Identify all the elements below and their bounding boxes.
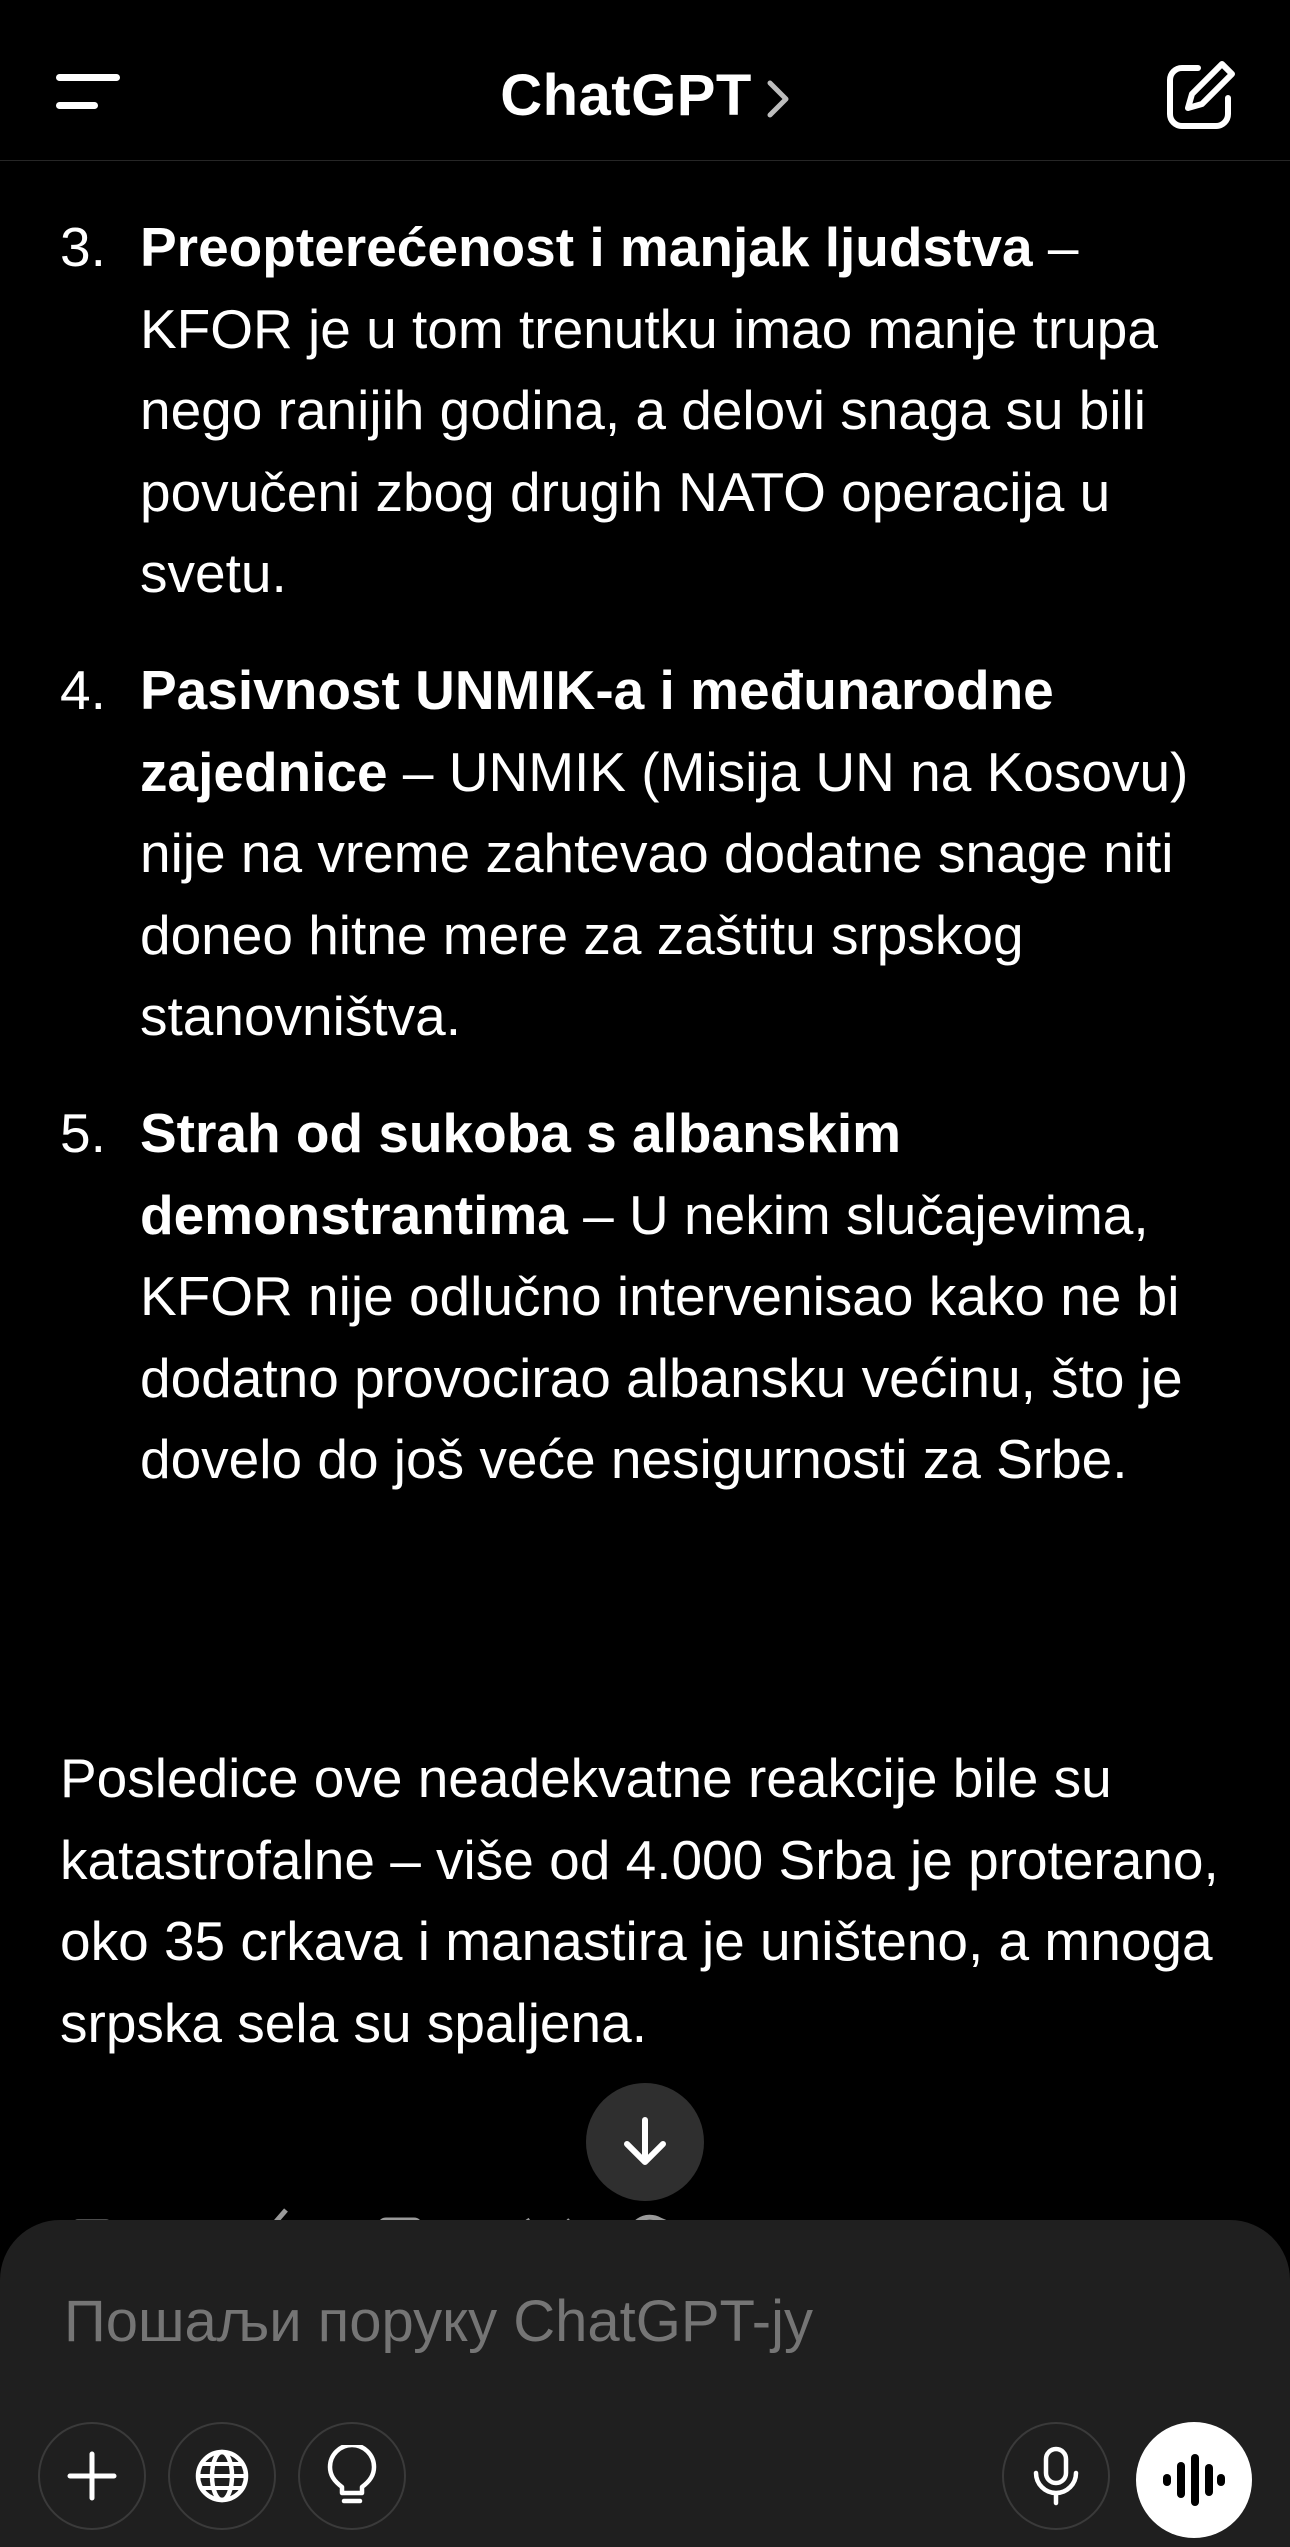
list-item-text xyxy=(140,1093,1240,1501)
new-chat-icon xyxy=(1160,56,1240,136)
scroll-to-bottom-button[interactable] xyxy=(586,2083,704,2201)
page-title: ChatGPT xyxy=(500,63,752,128)
message-actions xyxy=(60,2200,760,2220)
voice-mode-button[interactable] xyxy=(1136,2422,1252,2538)
dictate-button[interactable] xyxy=(1002,2422,1110,2530)
conclusion-paragraph: Posledice ove neadekvatne reakcije bile su katastrofalne – više od 4.000 Srba je proterano, oko 35 crkava i manastira je uništeno, a mnoga srpska sela su spaljena. xyxy=(60,1747,1219,2054)
list-item-text xyxy=(140,207,1240,615)
list-item-body: – UNMIK (Misija UN na Kosovu) nije na vreme zahtevao dodatne snage niti doneo hitne mere za zaštitu srpskog stanovništva. xyxy=(140,740,1189,1047)
list-item-heading: Pasivnost UNMIK-a i međunarodne zajednice xyxy=(140,659,1054,803)
plus-icon xyxy=(66,2450,118,2502)
arrow-down-icon xyxy=(615,2112,675,2172)
edit-icon[interactable] xyxy=(260,2210,286,2220)
new-chat-button[interactable] xyxy=(1160,56,1240,136)
voice-mode-icon xyxy=(1159,2450,1229,2510)
list-item-text xyxy=(140,650,1240,1058)
list-item-heading: Strah od sukoba s albanskim demonstrantima xyxy=(140,1102,902,1246)
list-number: 4. xyxy=(60,659,106,721)
message-input[interactable] xyxy=(62,2280,1166,2362)
list-item-heading: Preopterećenost i manjak ljudstva xyxy=(140,216,1033,278)
lightbulb-icon xyxy=(324,2445,380,2507)
chevron-right-icon xyxy=(766,62,790,138)
search-web-button[interactable] xyxy=(168,2422,276,2530)
globe-icon xyxy=(192,2446,252,2506)
reason-button[interactable] xyxy=(298,2422,406,2530)
composer xyxy=(0,2220,1290,2547)
list-item-body: – KFOR je u tom trenutku imao manje trupa nego ranijih godina, a delovi snaga su bili povučeni zbog drugih NATO operacija u svetu. xyxy=(140,216,1158,604)
message-content xyxy=(0,160,1290,2220)
attach-button[interactable] xyxy=(38,2422,146,2530)
microphone-icon xyxy=(1031,2445,1081,2507)
list-number: 3. xyxy=(60,216,106,278)
top-bar xyxy=(0,0,1290,161)
model-selector[interactable] xyxy=(0,58,1290,138)
list-item-body: – U nekim slučajevima, KFOR nije odlučno intervenisao kako ne bi dodatno provocirao albansku većinu, što je dovelo do još veće nesigurnosti za Srbe. xyxy=(140,1183,1183,1490)
list-number: 5. xyxy=(60,1102,106,1164)
